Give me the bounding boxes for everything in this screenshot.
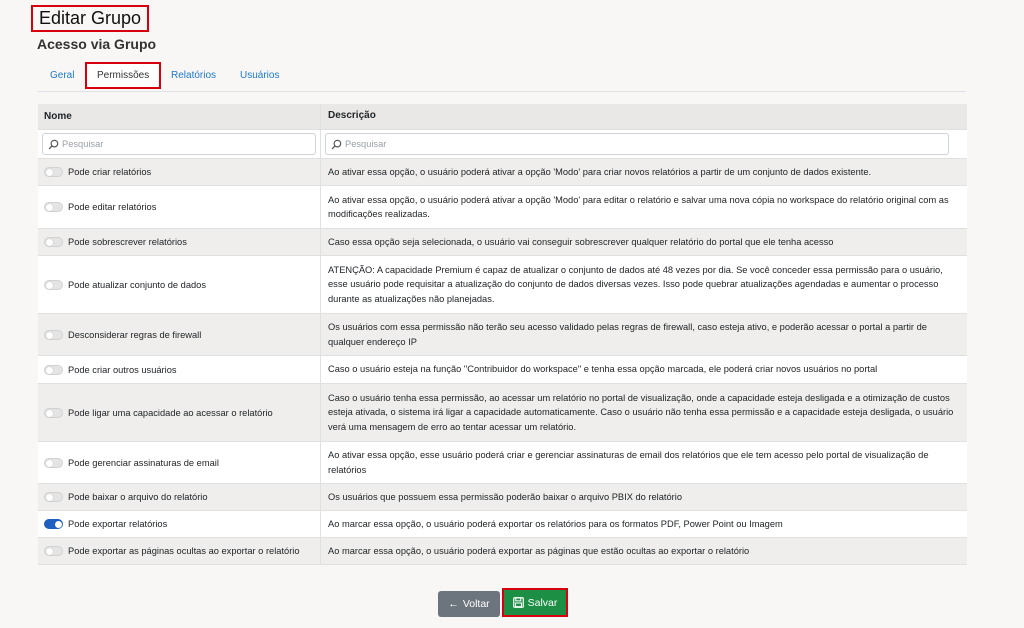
permission-name: Pode atualizar conjunto de dados xyxy=(68,279,207,290)
permission-toggle[interactable] xyxy=(44,365,63,375)
permission-description: Ao marcar essa opção, o usuário poderá exportar as páginas que estão ocultas ao exportar o relatório xyxy=(328,545,750,556)
permission-name: Pode criar outros usuários xyxy=(68,364,177,375)
back-button[interactable] xyxy=(438,591,500,617)
tab-usuarios[interactable]: Usuários xyxy=(240,70,280,81)
permission-toggle[interactable] xyxy=(44,167,63,177)
table-row xyxy=(38,159,967,186)
tab-relatorios[interactable]: Relatórios xyxy=(171,70,217,81)
permission-description: Os usuários com essa permissão não terão seu acesso validado pelas regras de firewall, caso esteja ativo, e poderão acessar o portal a partir de qualquer endereço IP xyxy=(328,322,927,347)
permissions-table xyxy=(38,104,967,565)
permission-toggle[interactable] xyxy=(44,237,63,247)
column-header-name: Nome xyxy=(38,104,321,129)
permission-description: Os usuários que possuem essa permissão poderão baixar o arquivo PBIX do relatório xyxy=(328,491,682,502)
permission-toggle[interactable] xyxy=(44,458,63,468)
description-search-field[interactable] xyxy=(325,133,949,155)
table-row xyxy=(38,538,967,565)
table-row xyxy=(38,229,967,256)
page-subtitle: Acesso via Grupo xyxy=(37,36,157,52)
filter-row xyxy=(38,130,967,159)
permission-description: Caso essa opção seja selecionada, o usuário vai conseguir sobrescrever qualquer relatório do portal que ele tenha acesso xyxy=(328,236,834,247)
permission-toggle[interactable] xyxy=(44,202,63,212)
tab-permissoes[interactable]: Permissões xyxy=(85,62,161,89)
table-header xyxy=(38,104,967,130)
permission-toggle[interactable] xyxy=(44,280,63,290)
permission-toggle[interactable] xyxy=(44,492,63,502)
permission-name: Pode editar relatórios xyxy=(68,202,157,212)
permission-name: Pode sobrescrever relatórios xyxy=(68,237,187,247)
table-row xyxy=(38,442,967,484)
permission-description: Ao ativar essa opção, o usuário poderá ativar a opção 'Modo' para editar o relatório e salvar uma nova cópia no workspace do relatório original com as modificações realizadas. xyxy=(328,194,949,219)
back-button-label: Voltar xyxy=(462,598,490,610)
table-row xyxy=(38,384,967,442)
save-button[interactable] xyxy=(502,588,568,617)
search-icon xyxy=(48,139,59,150)
permission-description: Ao marcar essa opção, o usuário poderá exportar os relatórios para os formatos PDF, Power Point ou Imagem xyxy=(328,518,783,529)
table-row xyxy=(38,256,967,314)
column-header-description: Descrição xyxy=(328,110,376,122)
table-row xyxy=(38,511,967,538)
permission-toggle[interactable] xyxy=(44,546,63,556)
page-title: Editar Grupo xyxy=(31,5,149,32)
permission-toggle[interactable] xyxy=(44,408,63,418)
permission-name: Pode baixar o arquivo do relatório xyxy=(68,492,208,502)
permission-name: Pode criar relatórios xyxy=(68,167,152,177)
permission-description: Ao ativar essa opção, o usuário poderá ativar a opção 'Modo' para criar novos relatórios a partir de um conjunto de dados existente. xyxy=(328,166,872,177)
permission-description: Caso o usuário tenha essa permissão, ao acessar um relatório no portal de visualização, onde a capacidade esteja desligada e a otimização de custos esteja ativada, o sistema irá ligar a capacidade automaticamente. Caso o usuário não tenha essa permissão e a capacidade esteja desligada, o usuário verá uma mensagem de erro ao tentar acessar um relatório. xyxy=(328,392,954,432)
table-row xyxy=(38,314,967,356)
floppy-disk-icon xyxy=(513,597,524,608)
permission-description: ATENÇÃO: A capacidade Premium é capaz de atualizar o conjunto de dados até 48 vezes por dia. Se você conceder essa permissão para o usuário, esse usuário pode requisitar a atualização do conjunto de dados diversas vezes. Isso pode quebrar atualizações agendadas e aumentar o processo durante as atualizações não planejadas. xyxy=(328,264,943,304)
permission-name: Pode exportar as páginas ocultas ao exportar o relatório xyxy=(68,546,300,556)
table-row xyxy=(38,356,967,384)
permission-toggle[interactable] xyxy=(44,519,63,529)
permission-description: Caso o usuário esteja na função "Contribuidor do workspace" e tenha essa opção marcada, ele poderá criar novos usuários no portal xyxy=(328,364,878,375)
name-search-field[interactable] xyxy=(42,133,316,155)
table-row xyxy=(38,186,967,229)
table-row xyxy=(38,484,967,511)
permission-name: Pode ligar uma capacidade ao acessar o relatório xyxy=(68,407,273,418)
save-button-label: Salvar xyxy=(527,596,558,609)
arrow-left-icon: ← xyxy=(448,598,459,610)
tab-bar xyxy=(38,62,966,92)
permission-description: Ao ativar essa opção, esse usuário poderá criar e gerenciar assinaturas de email dos relatórios que ele tem acesso pelo portal de visualização de relatórios xyxy=(328,450,929,475)
permission-name: Pode gerenciar assinaturas de email xyxy=(68,457,219,468)
permission-toggle[interactable] xyxy=(44,330,63,340)
name-search-input[interactable] xyxy=(62,139,310,149)
tab-geral[interactable]: Geral xyxy=(50,70,75,81)
search-icon xyxy=(331,139,342,150)
permission-name: Desconsiderar regras de firewall xyxy=(68,329,202,340)
permission-name: Pode exportar relatórios xyxy=(68,519,168,529)
description-search-input[interactable] xyxy=(345,139,943,149)
